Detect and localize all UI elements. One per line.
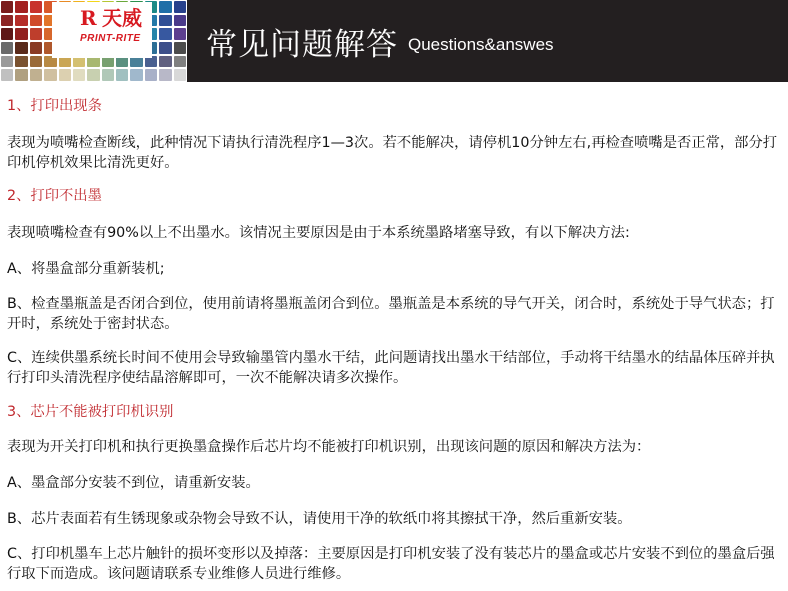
title-area	[187, 0, 788, 82]
paragraph-3: 表现为开关打印机和执行更换墨盒操作后芯片均不能被打印机识别，出现该问题的原因和解决方法为：	[7, 439, 651, 455]
color-swatch	[159, 56, 171, 68]
logo-mark-icon: R	[80, 6, 97, 30]
color-swatch	[30, 56, 42, 68]
color-swatch	[159, 15, 171, 27]
color-swatch	[145, 69, 157, 81]
paragraph-3b: B、芯片表面若有生锈现象或杂物会导致不认，请使用干净的软纸巾将其擦拭干净，然后重新安装。	[7, 511, 632, 527]
color-swatch	[174, 42, 186, 54]
paragraph-3c: C、打印机墨车上芯片触针的损坏变形以及掉落：主要原因是打印机安装了没有装芯片的墨盒或芯片安装不到位的墨盒后强行取下而造成。该问题请联系专业维修人员进行维修。	[7, 546, 775, 582]
color-swatch	[15, 69, 27, 81]
paragraph-2a: A、将墨盒部分重新装机;	[7, 261, 165, 277]
brand-name-cn: 天威	[102, 6, 142, 30]
color-swatch	[174, 15, 186, 27]
color-swatch	[1, 28, 13, 40]
paragraph-3a: A、墨盒部分安装不到位，请重新安装。	[7, 475, 260, 491]
section-heading-3: 3、芯片不能被打印机识别	[7, 404, 174, 420]
color-swatch	[159, 42, 171, 54]
color-swatch	[30, 15, 42, 27]
color-swatch	[174, 28, 186, 40]
color-swatch	[174, 56, 186, 68]
page-header	[0, 0, 788, 82]
paragraph-2: 表现喷嘴检查有90%以上不出墨水。该情况主要原因是由于本系统墨路堵塞导致，有以下解决方法:	[7, 225, 630, 241]
color-swatch	[1, 42, 13, 54]
brand-logo	[52, 2, 152, 58]
color-swatch	[174, 1, 186, 13]
logo-block	[0, 0, 187, 82]
color-swatch	[174, 69, 186, 81]
color-swatch	[1, 15, 13, 27]
color-swatch	[102, 69, 114, 81]
color-swatch	[30, 1, 42, 13]
color-swatch	[59, 69, 71, 81]
section-heading-1: 1、打印出现条	[7, 98, 102, 114]
brand-name-en: PRINT-RITE	[80, 33, 141, 44]
color-swatch	[15, 15, 27, 27]
color-swatch	[116, 69, 128, 81]
color-swatch	[30, 69, 42, 81]
color-swatch	[159, 1, 171, 13]
paragraph-2c: C、连续供墨系统长时间不使用会导致输墨管内墨水干结，此问题请找出墨水干结部位，手动将干结墨水的结晶体压碎并执行打印头清洗程序使结晶溶解即可，一次不能解决请多次操作。	[7, 350, 775, 386]
color-swatch	[30, 42, 42, 54]
color-swatch	[15, 1, 27, 13]
color-swatch	[1, 1, 13, 13]
page-title: 常见问题解答	[206, 26, 398, 63]
color-swatch	[1, 69, 13, 81]
paragraph-2b: B、检查墨瓶盖是否闭合到位，使用前请将墨瓶盖闭合到位。墨瓶盖是本系统的导气开关，闭合时，系统处于导气状态；打开时，系统处于密封状态。	[7, 296, 775, 332]
color-swatch	[15, 42, 27, 54]
color-swatch	[73, 69, 85, 81]
color-swatch	[159, 28, 171, 40]
color-swatch	[130, 69, 142, 81]
color-swatch	[15, 28, 27, 40]
section-heading-2: 2、打印不出墨	[7, 188, 102, 204]
color-swatch	[30, 28, 42, 40]
color-swatch	[87, 69, 99, 81]
paragraph-1: 表现为喷嘴检查断线，此种情况下请执行清洗程序1—3次。若不能解决，请停机10分钟左右,再检查喷嘴是否正常，部分打印机停机效果比清洗更好。	[7, 135, 778, 171]
color-swatch	[44, 69, 56, 81]
color-swatch	[159, 69, 171, 81]
page-title-en: Questions&answes	[408, 35, 554, 54]
color-swatch	[15, 56, 27, 68]
color-swatch	[1, 56, 13, 68]
